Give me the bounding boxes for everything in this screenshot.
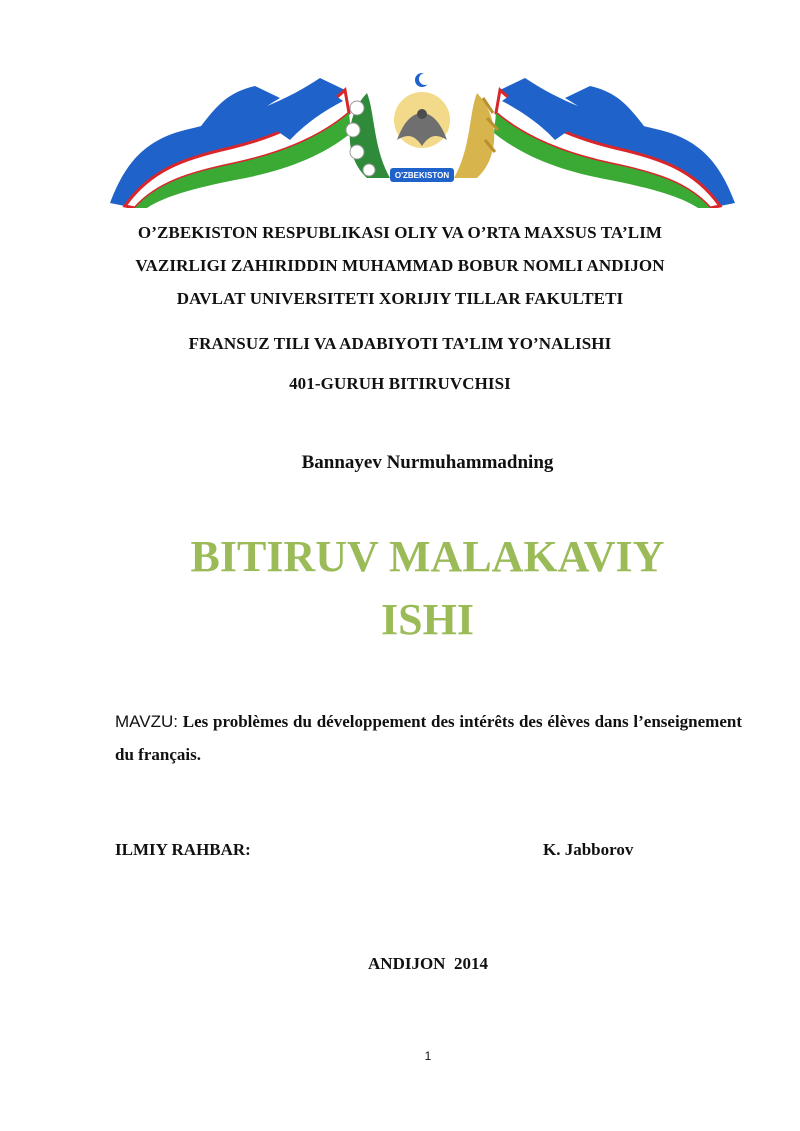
- study-direction: FRANSUZ TILI VA ADABIYOTI TA’LIM YO’NALISHI: [188, 334, 612, 353]
- state-emblem-banner: [105, 68, 740, 208]
- thesis-title-line-1: BITIRUV MALAKAVIY: [190, 532, 665, 581]
- student-name: Bannayev Nurmuhammadning: [301, 452, 554, 473]
- emblem-banner-graphic: [105, 68, 740, 208]
- place-and-year: ANDIJON 2014: [368, 954, 488, 973]
- right-flag-ribbon: [494, 78, 735, 208]
- advisor-label: ILMIY RAHBAR:: [115, 840, 251, 859]
- svg-text:O'ZBEKISTON: O'ZBEKISTON: [394, 171, 450, 180]
- university-header: [60, 216, 740, 315]
- topic-label: MAVZU:: [115, 712, 178, 731]
- central-emblem: [346, 68, 498, 192]
- page-number: 1: [424, 1049, 432, 1063]
- thesis-topic: [115, 705, 742, 771]
- thesis-title: [60, 525, 795, 651]
- advisor-name: K. Jabborov: [543, 840, 634, 859]
- left-flag-ribbon: [110, 78, 351, 208]
- thesis-title-line-2: ISHI: [381, 595, 474, 644]
- header-line: O’ZBEKISTON RESPUBLIKASI OLIY VA O’RTA MAXSUS TA’LIM: [137, 223, 663, 242]
- header-line: DAVLAT UNIVERSITETI XORIJIY TILLAR FAKULTETI: [176, 289, 624, 308]
- topic-value: Les problèmes du développement des intérêts des élèves dans l’enseignement du français.: [115, 712, 742, 764]
- graduate-group: 401-GURUH BITIRUVCHISI: [289, 374, 511, 393]
- header-line: VAZIRLIGI ZAHIRIDDIN MUHAMMAD BOBUR NOMLI ANDIJON: [135, 256, 665, 275]
